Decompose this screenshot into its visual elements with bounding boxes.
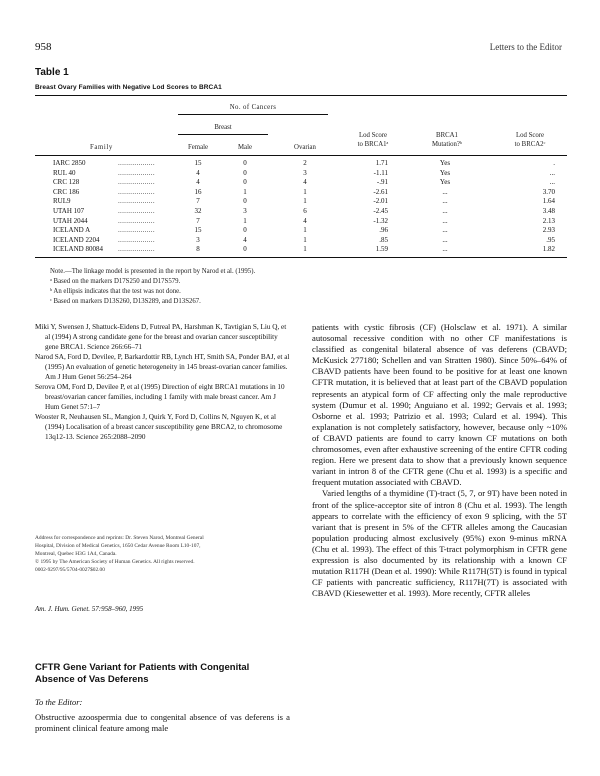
- table-cell-lod1: -1.11: [373, 168, 388, 177]
- table-cell-ovarian: 1: [303, 197, 307, 206]
- table-footnote-c: ᶜ Based on markers D13S260, D13S289, and D13S267.: [50, 298, 201, 305]
- to-the-editor: To the Editor:: [35, 697, 83, 707]
- table-cell-ovarian: 2: [303, 159, 307, 167]
- table-top-rule: [35, 95, 567, 96]
- table-title: Table 1: [35, 67, 69, 78]
- reference-item: Serova OM, Ford D, Devilee P, et al (1995) Direction of eight BRCA1 mutations in 10 breast/ovarian cancer families, including 1 family with male breast cancer. Am J Hum Genet 57:1–7: [35, 383, 285, 411]
- table-cell-female: 3: [196, 235, 200, 244]
- affiliation-line: 0002-9297/95/5704-0027$02.00: [35, 567, 105, 573]
- table-cell-lod2: 3.48: [542, 207, 555, 215]
- leader-dots: ..................: [118, 235, 155, 244]
- table-cell-female: 32: [194, 207, 202, 215]
- table-cell-mutation: ...: [442, 226, 448, 235]
- table-footnote-b: ᵇ An ellipsis indicates that the test was not done.: [50, 288, 181, 295]
- breast-rule: [178, 134, 268, 135]
- table-bottom-rule: [35, 257, 567, 258]
- header-lod-brca2-line1: Lod Score: [515, 132, 545, 139]
- header-no-of-cancers: No. of Cancers: [229, 104, 277, 111]
- table-cell-mutation: Yes: [439, 168, 451, 177]
- leader-dots: ..................: [118, 245, 155, 254]
- header-family: Family: [90, 144, 113, 151]
- table-cell-female: 7: [196, 197, 200, 206]
- cancers-rule: [178, 114, 328, 115]
- paragraph: Varied lengths of a thymidine (T)-tract (5, 7, or 9T) have been noted in front of the splice-acceptor site of intron 8 (Chu et al. 1993). The length appears to correlate with the efficiency of exon 9 splicing, with the 5T variant that is present in 5% of the CFTR alleles among the Caucasian population producing almost exclusively (95%) exon 9-minus mRNA (Chu et al. 1993). The effect of this T-tract polymorphism in CFTR gene expression is also documented by its relationship with a known CF mutation R117H (Dean et al. 1990): While R117H(5T) is found in typical CF patients with pancreatic sufficiency, R117H(7T) is associated with CBAVD (Kiesewetter et al. 1993). More recently, CFTR alleles: [312, 488, 567, 599]
- table-cell-male: 1: [243, 187, 247, 196]
- table-cell-mutation: ...: [442, 245, 448, 254]
- table-cell-female: 7: [196, 216, 200, 225]
- body-text-right: [312, 322, 567, 599]
- table-cell-lod2: ...: [549, 168, 555, 177]
- table-row-family: ICELAND 80084: [53, 245, 103, 254]
- table-cell-male: 4: [243, 235, 247, 244]
- table-cell-lod2: .95: [546, 235, 555, 244]
- references-list: [35, 322, 290, 442]
- article-title: CFTR Gene Variant for Patients with Congenital Absence of Vas Deferens: [35, 662, 250, 685]
- table-cell-female: 16: [194, 187, 202, 196]
- leader-dots: ..................: [118, 226, 155, 235]
- table-cell-lod2: 3.70: [542, 187, 555, 196]
- table-cell-female: 15: [194, 159, 202, 167]
- affiliation-line: © 1995 by The American Society of Human Genetics. All rights reserved.: [35, 559, 195, 565]
- table-row-family: UTAH 2044: [53, 216, 88, 225]
- table-cell-lod2: 1.82: [542, 245, 555, 254]
- reference-item: Wooster R, Neuhausen SL, Mangion J, Quirk Y, Ford D, Collins N, Nguyen K, et al (1994) Localisation of a breast cancer susceptibility gene BRCA2, to chromosome 13q12-13. Science 265:2088–2090: [35, 413, 283, 441]
- table-cell-ovarian: 6: [303, 207, 307, 215]
- leader-dots: ..................: [118, 216, 155, 225]
- header-breast: Breast: [214, 124, 232, 131]
- header-mutation-line1: BRCA1: [436, 132, 458, 139]
- table-cell-lod1: -.91: [376, 178, 388, 187]
- leader-dots: ..................: [118, 207, 155, 215]
- reference-item: Narod SA, Ford D, Devilee, P, Barkardottir RB, Lynch HT, Smith SA, Ponder BAJ, et al (1995) An evaluation of genetic heterogeneity in 145 breast-ovarian cancer families. Am J Hum Genet 56:254–264: [35, 353, 290, 381]
- leader-dots: ..................: [118, 178, 155, 187]
- table-cell-mutation: ...: [442, 207, 448, 215]
- leader-dots: ..................: [118, 168, 155, 177]
- table-cell-lod1: -1.32: [373, 216, 388, 225]
- table-cell-male: 0: [243, 168, 247, 177]
- table-cell-lod1: -2.45: [373, 207, 388, 215]
- table-cell-ovarian: 1: [303, 187, 307, 196]
- table-cell-male: 0: [243, 197, 247, 206]
- running-head: Letters to the Editor: [489, 42, 562, 52]
- table-cell-mutation: Yes: [439, 178, 451, 187]
- table-row-family: ICELAND 2204: [53, 235, 100, 244]
- table-row-family: CRC 186: [53, 187, 80, 196]
- table-row-family: IARC 2850: [53, 159, 86, 167]
- table-cell-male: 3: [243, 207, 247, 215]
- table-cell-lod1: .85: [379, 235, 388, 244]
- table-row-family: CRC 128: [53, 178, 80, 187]
- table-cell-female: 8: [196, 245, 200, 254]
- table-cell-lod1: -2.01: [373, 197, 388, 206]
- table-cell-ovarian: 1: [303, 235, 307, 244]
- table-cell-lod1: .96: [379, 226, 388, 235]
- affiliation-line: Hospital, Division of Medical Genetics, 1650 Cedar Avenue Room L10-107,: [35, 543, 201, 549]
- table-cell-male: 0: [243, 178, 247, 187]
- table-cell-female: 4: [196, 168, 200, 177]
- body-text-left: Obstructive azoospermia due to congenital absence of vas deferens is a prominent clinical feature among male: [35, 712, 290, 734]
- header-male: Male: [238, 144, 252, 151]
- table-cell-ovarian: 4: [303, 216, 307, 225]
- header-lod-brca2-line2: to BRCA2ᶜ: [514, 141, 546, 148]
- header-female: Female: [187, 144, 208, 151]
- table-cell-lod2: ...: [549, 178, 555, 187]
- header-mutation-line2: Mutation?ᵇ: [431, 141, 463, 148]
- table-row-family: RUL9: [53, 197, 71, 206]
- table-cell-male: 0: [243, 226, 247, 235]
- header-ovarian: Ovarian: [294, 144, 316, 151]
- table-cell-mutation: ...: [442, 216, 448, 225]
- reference-item: Miki Y, Swensen J, Shattuck-Eidens D, Futreal PA, Harshman K, Tavtigian S, Liu Q, et al (1994) A strong candidate gene for the breast and ovarian cancer susceptibility gene BRCA1. Science 266:66–71: [35, 323, 287, 351]
- table-caption: Breast Ovary Families with Negative Lod Scores to BRCA1: [35, 84, 222, 91]
- table-cell-lod2: 2.13: [542, 216, 555, 225]
- header-lod-brca1-line1: Lod Score: [358, 132, 388, 139]
- journal-citation: Am. J. Hum. Genet. 57:958–960, 1995: [35, 605, 144, 613]
- table-cell-ovarian: 4: [303, 178, 307, 187]
- table-cell-lod2: .: [553, 159, 555, 167]
- leader-dots: ..................: [118, 197, 155, 206]
- table-cell-lod2: 2.93: [542, 226, 555, 235]
- table-cell-mutation: ...: [442, 187, 448, 196]
- table-cell-ovarian: 1: [303, 245, 307, 254]
- table-cell-lod1: -2.61: [373, 187, 388, 196]
- leader-dots: ..................: [118, 187, 155, 196]
- table-row-family: UTAH 107: [53, 207, 85, 215]
- table-footnote-a: ᵃ Based on the markers D17S250 and D17S579.: [50, 278, 181, 285]
- table-note: Note.—The linkage model is presented in the report by Narod et al. (1995).: [50, 268, 256, 275]
- table-cell-lod1: 1.59: [375, 245, 388, 254]
- table-cell-ovarian: 3: [303, 168, 307, 177]
- table-cell-lod2: 1.64: [542, 197, 555, 206]
- header-bottom-rule: [35, 155, 567, 156]
- table-row-family: ICELAND A: [53, 226, 91, 235]
- table-cell-female: 15: [194, 226, 202, 235]
- correspondence-block: [35, 534, 290, 574]
- table-cell-mutation: ...: [442, 197, 448, 206]
- table-cell-female: 4: [196, 178, 200, 187]
- paragraph: patients with cystic fibrosis (CF) (Holsclaw et al. 1971). A similar autosomal recessive condition with no other CF manifestations is classified as congenital bilateral absence of vas deferens (CBAVD; McKusick 277180; Schellen and van Stratten 1980). Since 50%–64% of CBAVD patients have been found to be positive for at least one known CFTR mutation, it is believed that at least part of the CBAVD population represents an atypical form of CF affecting only the male reproductive system (Dumur et al. 1990; Anguiano et al. 1992; Gervais et al. 1993; Osborne et al. 1993; Patrizio et al. 1993; Culard et al. 1994). This explanation is not completely satisfactory, however, because only ~10% of CBAVD patients are found to carry known CF mutations on both chromosomes, even after exhaustive screening of the entire CFTR coding region. Here we present data to show that a previously known sequence variant in intron 8 of the CFTR gene (Chu et al. 1993) is a specific and frequent mutation associated with CBAVD.: [312, 322, 567, 488]
- header-lod-brca1-line2: to BRCA1ᵃ: [357, 141, 389, 148]
- table-cell-mutation: Yes: [439, 159, 451, 167]
- page-number: 958: [35, 41, 52, 53]
- table-cell-lod1: 1.71: [375, 159, 388, 167]
- leader-dots: ..................: [118, 159, 155, 167]
- table-cell-mutation: ...: [442, 235, 448, 244]
- affiliation-line: Address for correspondence and reprints: Dr. Steven Narod, Montreal General: [35, 535, 204, 541]
- table-cell-male: 1: [243, 216, 247, 225]
- table-cell-male: 0: [243, 245, 247, 254]
- table-row-family: RUL 40: [53, 168, 76, 177]
- table-cell-ovarian: 1: [303, 226, 307, 235]
- table-cell-male: 0: [243, 159, 247, 167]
- affiliation-line: Montreal, Quebec H3G 1A4, Canada.: [35, 551, 117, 557]
